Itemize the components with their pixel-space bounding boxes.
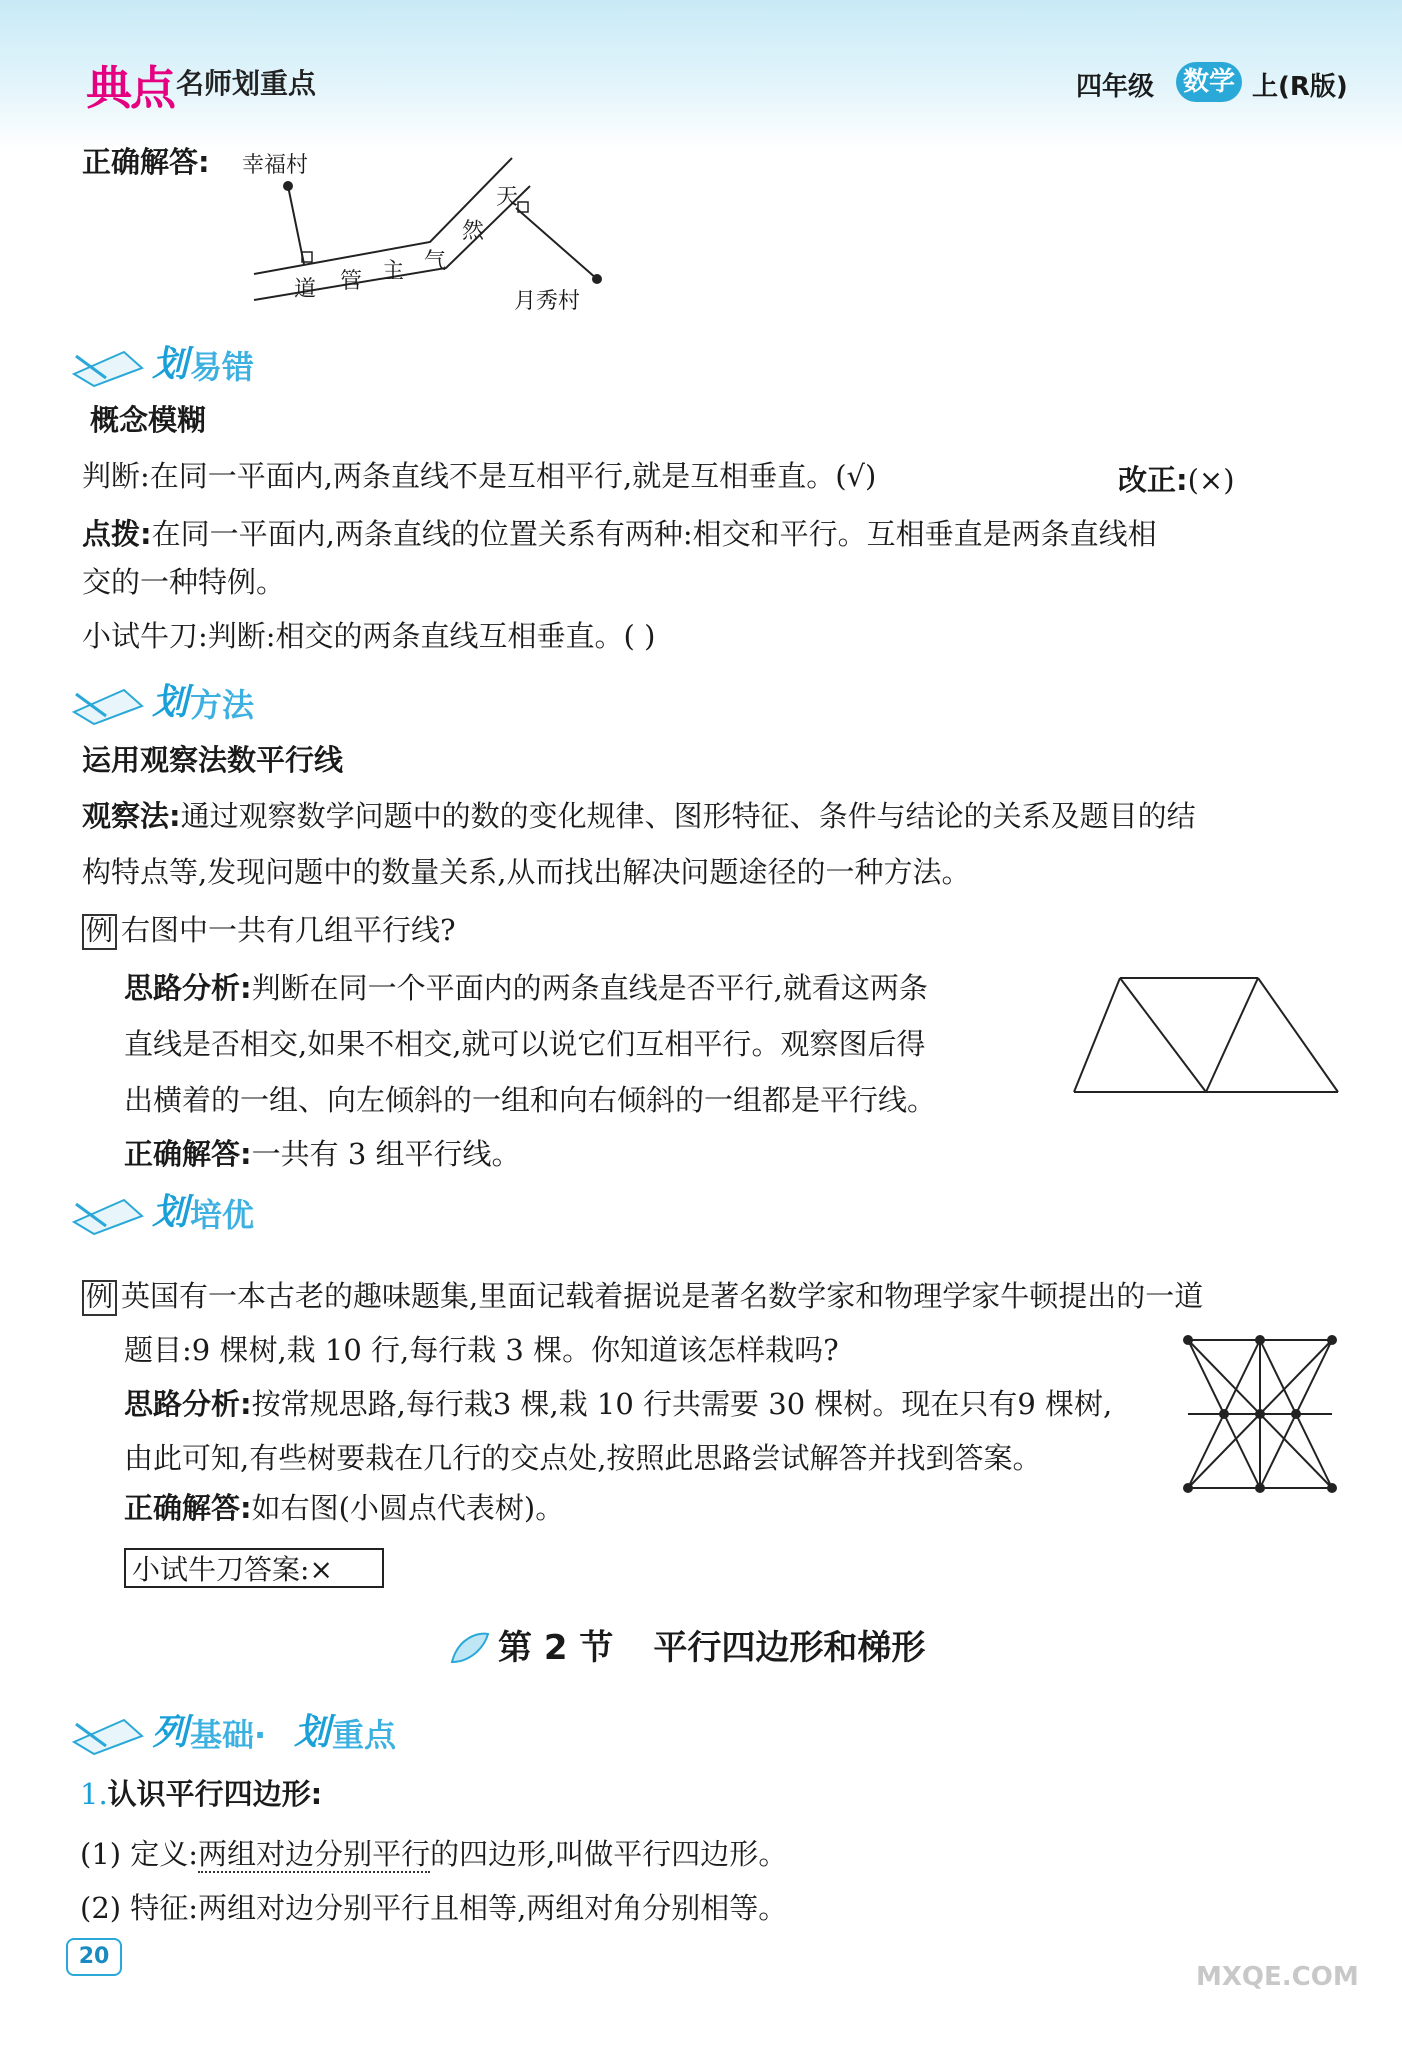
excel-answer: 正确解答:如右图(小圆点代表树)。 bbox=[124, 1491, 565, 1525]
page-number: 20 bbox=[66, 1938, 122, 1976]
errors-subtitle: 概念模糊 bbox=[90, 403, 207, 437]
method-analysis-3: 出横着的一组、向左倾斜的一组和向右倾斜的一组都是平行线。 bbox=[124, 1083, 937, 1117]
example-tag: 例 bbox=[82, 914, 117, 950]
road-char: 气 bbox=[424, 249, 447, 274]
section-heading-errors: 划 易错 bbox=[66, 334, 326, 390]
basic-item-title: 1.认识平行四边形: bbox=[80, 1777, 323, 1811]
top-answer-label: 正确解答: bbox=[82, 145, 210, 179]
brand-logo: 典点 bbox=[86, 61, 174, 115]
feature-line: (2) 特征:两组对边分别平行且相等,两组对角分别相等。 bbox=[80, 1891, 788, 1925]
correction: 改正:(×) bbox=[1118, 463, 1235, 497]
tip-line-2: 交的一种特例。 bbox=[82, 565, 286, 599]
tree-planting-figure bbox=[1176, 1330, 1344, 1498]
excel-analysis-1: 思路分析:按常规思路,每行栽3 棵,栽 10 行共需要 30 棵树。现在只有9 棵树, bbox=[124, 1387, 1113, 1421]
chapter-heading: 第 2 节 平行四边形和梯形 bbox=[498, 1628, 926, 1668]
road-char: 天 bbox=[496, 185, 519, 210]
pencil-note-icon bbox=[66, 334, 152, 390]
road-char: 然 bbox=[462, 219, 485, 244]
excel-question-1: 例 英国有一本古老的趣味题集,里面记载着据说是著名数学家和物理学家牛顿提出的一道 bbox=[82, 1276, 1203, 1316]
watermark: MXQE.COM bbox=[1196, 1962, 1359, 1992]
try-question: 小试牛刀:判断:相交的两条直线互相垂直。( ) bbox=[82, 619, 656, 653]
example-tag: 例 bbox=[82, 1280, 117, 1316]
section-heading-method: 划 方法 bbox=[66, 672, 326, 728]
observe-line-2: 构特点等,发现问题中的数量关系,从而找出解决问题途径的一种方法。 bbox=[82, 855, 971, 889]
method-subtitle: 运用观察法数平行线 bbox=[82, 743, 344, 777]
grade-label: 四年级 bbox=[1076, 72, 1155, 102]
leaf-icon bbox=[448, 1628, 492, 1668]
village-a-label: 幸福村 bbox=[242, 153, 309, 178]
method-analysis-2: 直线是否相交,如果不相交,就可以说它们互相平行。观察图后得 bbox=[124, 1027, 926, 1061]
section-heading-excel: 划 培优 bbox=[66, 1182, 326, 1238]
village-b-label: 月秀村 bbox=[514, 289, 581, 314]
example-question: 例 右图中一共有几组平行线? bbox=[82, 910, 456, 950]
definition-line: (1) 定义:两组对边分别平行的四边形,叫做平行四边形。 bbox=[80, 1837, 788, 1871]
excel-question-2: 题目:9 棵树,栽 10 行,每行栽 3 棵。你知道该怎样栽吗? bbox=[124, 1333, 839, 1367]
method-analysis-1: 思路分析:判断在同一个平面内的两条直线是否平行,就看这两条 bbox=[124, 971, 928, 1005]
judge-statement: 判断:在同一平面内,两条直线不是互相平行,就是互相垂直。(√) bbox=[82, 459, 877, 493]
section-heading-basic: 列 基础· 划 重点 bbox=[66, 1702, 486, 1758]
road-char: 主 bbox=[382, 259, 405, 284]
series-title: 名师划重点 bbox=[176, 67, 317, 100]
pencil-note-icon bbox=[66, 672, 152, 728]
edition-label: 上(R版) bbox=[1252, 72, 1348, 102]
road-char: 管 bbox=[340, 269, 363, 294]
try-answer-box: 小试牛刀答案:× bbox=[124, 1548, 384, 1588]
observe-line-1: 观察法:通过观察数学问题中的数的变化规律、图形特征、条件与结论的关系及题目的结 bbox=[82, 799, 1196, 833]
parallel-lines-figure bbox=[1068, 972, 1344, 1098]
pencil-note-icon bbox=[66, 1182, 152, 1238]
subject-badge: 数学 bbox=[1176, 62, 1242, 102]
pencil-note-icon bbox=[66, 1702, 152, 1758]
tip-line-1: 点拨:在同一平面内,两条直线的位置关系有两种:相交和平行。互相垂直是两条直线相 bbox=[82, 517, 1157, 551]
excel-analysis-2: 由此可知,有些树要栽在几行的交点处,按照此思路尝试解答并找到答案。 bbox=[124, 1441, 1042, 1475]
method-answer: 正确解答:一共有 3 组平行线。 bbox=[124, 1137, 521, 1171]
road-char: 道 bbox=[294, 277, 317, 302]
